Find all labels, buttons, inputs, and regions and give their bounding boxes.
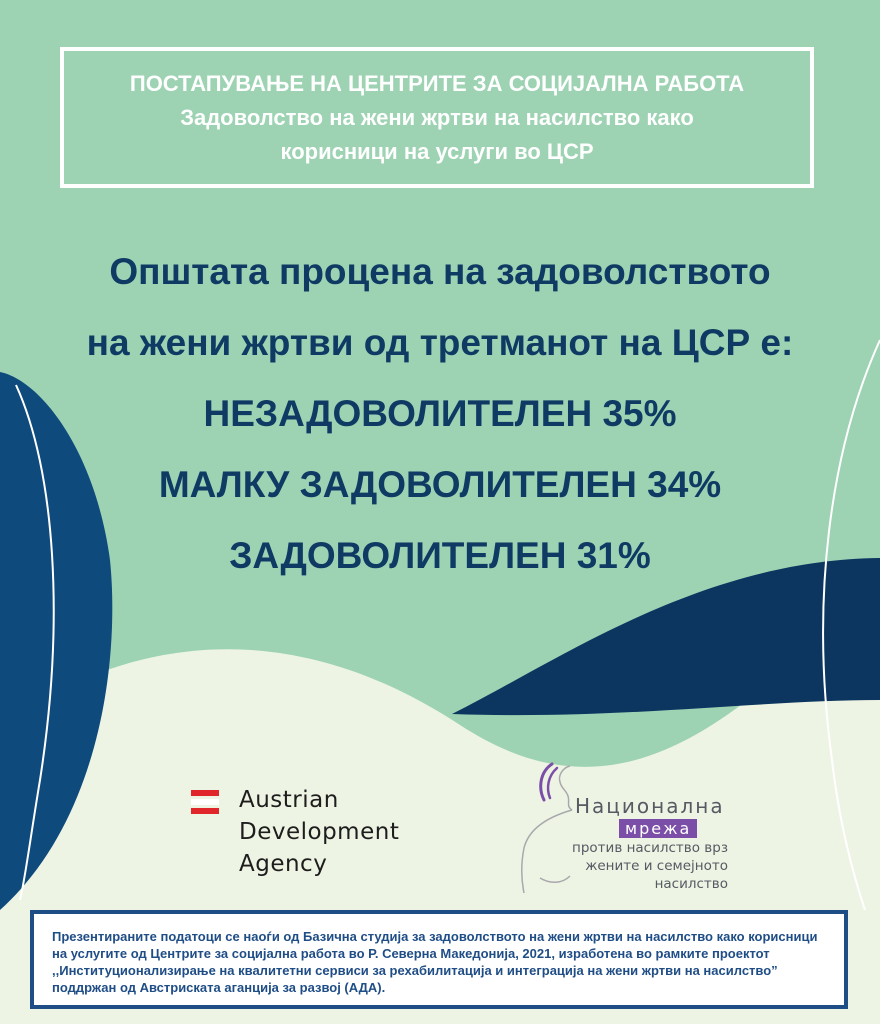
network-badge: мрежа (619, 819, 697, 838)
statement-line-2: на жени жртви од третманот на ЦСР е: (86, 322, 794, 363)
ada-line-3: Agency (239, 851, 328, 877)
network-subtitle (568, 839, 728, 893)
header-line-1: ПОСТАПУВАЊЕ НА ЦЕНТРИТЕ ЗА СОЦИЈАЛНА РАБОТА (129, 70, 745, 96)
statement-unsatisfactory: НЕЗАДОВОЛИТЕЛЕН 35% (203, 393, 677, 434)
network-sub-line-2: жените и семејното (585, 858, 728, 874)
statement-slightly-satisfactory: МАЛКУ ЗАДОВОЛИТЕЛЕН 34% (158, 464, 722, 505)
austrian-development-agency-logo (191, 784, 431, 894)
source-note-box (30, 910, 848, 1009)
main-statement (0, 236, 880, 591)
network-sub-line-1: против насилство врз (572, 840, 728, 856)
network-title: Национална (575, 794, 725, 818)
source-note-text: Презентираните податоци се наоѓи од Базична студија за задоволството на жени жртви на насилство како корисници на услугите од Центрите за социјална работа во Р. Северна Македонија, 2021, изработена во рамките проектот ,,Институционализирање на квалитетни сервиси за рехабилитација и интеграција на жени жртви на насилство” поддржан од Австриската аганција за развој (АДА). (52, 929, 818, 995)
header-line-3: корисници на услуги во ЦСР (280, 138, 594, 164)
header-title-box (60, 47, 814, 188)
ada-line-2: Development (239, 819, 400, 845)
header-line-2: Задоволство на жени жртви на насилство како (180, 104, 694, 130)
ada-line-1: Austrian (239, 787, 339, 813)
national-network-logo (510, 758, 730, 908)
network-sub-line-3: насилство (654, 876, 728, 892)
statement-satisfactory: ЗАДОВОЛИТЕЛЕН 31% (229, 535, 651, 576)
statement-line-1: Општата процена на задоволството (109, 251, 771, 292)
austrian-flag-icon (191, 790, 219, 817)
ada-logo-text (239, 784, 399, 880)
